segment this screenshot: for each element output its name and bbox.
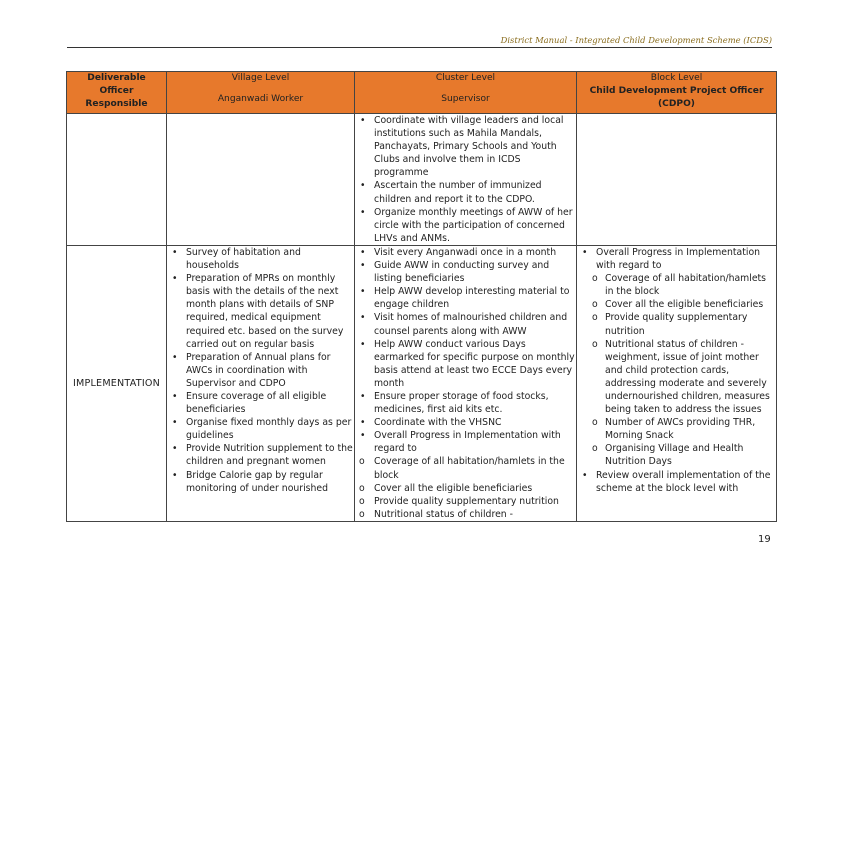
row2-deliverable-cell (67, 245, 167, 521)
row2-cluster-cell (355, 245, 577, 521)
sub-list-item: o Number of AWCs providing THR, Morning Snack (577, 416, 776, 442)
header-block-abbrev: (CDPO) (658, 99, 695, 110)
list-item: • Guide AWW in conducting survey and listing beneficiaries (355, 259, 576, 285)
sub-list-item: o Nutritional status of children - (355, 508, 576, 521)
list-item: • Organize monthly meetings of AWW of her circle with the participation of concerned LHVs and ANMs. (355, 206, 576, 245)
header-block-level (577, 72, 777, 114)
list-item: • Overall Progress in Implementation with regard to (577, 246, 776, 272)
implementation-label: IMPLEMENTATION (73, 377, 160, 389)
header-deliverable-line2: Officer (99, 86, 134, 97)
row1-cluster-list (355, 114, 576, 245)
header-village-level (167, 72, 355, 87)
row1-cluster-cell (355, 114, 577, 246)
sub-list-item: o Organising Village and Health Nutrition Days (577, 442, 776, 468)
header-rule (67, 47, 772, 48)
list-item: • Survey of habitation and households (167, 246, 354, 272)
sub-list-item: o Coverage of all habitation/hamlets in the block (577, 272, 776, 298)
list-item: • Provide Nutrition supplement to the children and pregnant women (167, 442, 354, 468)
header-cluster-level (355, 72, 577, 87)
sub-list-item: o Cover all the eligible beneficiaries (355, 482, 576, 495)
list-item: • Coordinate with the VHSNC (355, 416, 576, 429)
row1-village-cell (167, 114, 355, 246)
header-block-title: Block Level (650, 73, 703, 83)
sub-list-item: o Cover all the eligible beneficiaries (577, 298, 776, 311)
list-item: • Coordinate with village leaders and local institutions such as Mahila Mandals, Panchayats, Primary Schools and Youth Clubs and involve them in ICDS programme (355, 114, 576, 179)
header-deliverable-line3: Responsible (85, 99, 148, 110)
header-block-officer: Child Development Project Officer (589, 86, 764, 97)
list-item: • Bridge Calorie gap by regular monitoring of under nourished (167, 469, 354, 495)
list-item: • Ensure proper storage of food stocks, medicines, first aid kits etc. (355, 390, 576, 416)
row2-cluster-list (355, 246, 576, 521)
header-deliverable-line1: Deliverable (87, 73, 146, 83)
row2-block-cell (577, 245, 777, 521)
header-village-officer (167, 87, 355, 114)
list-item: • Help AWW develop interesting material to engage children (355, 285, 576, 311)
list-item: • Preparation of MPRs on monthly basis with the details of the next month plans with details of SNP required, medical equipment required etc. based on the survey carried out on regular basis (167, 272, 354, 351)
row2-block-list (577, 246, 776, 495)
list-item: • Ascertain the number of immunized children and report it to the CDPO. (355, 179, 576, 205)
header-village-title: Village Level (231, 73, 290, 83)
header-deliverable (67, 72, 167, 114)
row2-village-list (167, 246, 354, 495)
row2-village-cell (167, 245, 355, 521)
list-item: • Visit homes of malnourished children and counsel parents along with AWW (355, 311, 576, 337)
running-header: District Manual - Integrated Child Development Scheme (ICDS) (500, 35, 772, 45)
header-cluster-title: Cluster Level (435, 73, 496, 83)
header-cluster-officer (355, 87, 577, 114)
sub-list-item: o Nutritional status of children - weighment, issue of joint mother and child protection cards, addressing moderate and severely undernourished children, measures being taken to address the issues (577, 338, 776, 417)
list-item: • Overall Progress in Implementation with regard to (355, 429, 576, 455)
list-item: • Review overall implementation of the scheme at the block level with (577, 469, 776, 495)
list-item: • Preparation of Annual plans for AWCs in coordination with Supervisor and CDPO (167, 351, 354, 390)
sub-list-item: o Provide quality supplementary nutrition (577, 311, 776, 337)
row1-block-cell (577, 114, 777, 246)
list-item: • Ensure coverage of all eligible beneficiaries (167, 390, 354, 416)
sub-list-item: o Coverage of all habitation/hamlets in the block (355, 455, 576, 481)
list-item: • Help AWW conduct various Days earmarked for specific purpose on monthly basis attend at least two ECCE Days every month (355, 338, 576, 390)
list-item: • Visit every Anganwadi once in a month (355, 246, 576, 259)
list-item: • Organise fixed monthly days as per guidelines (167, 416, 354, 442)
row1-deliverable-cell (67, 114, 167, 246)
page-number: 19 (758, 534, 771, 545)
header-cluster-officer-text: Supervisor (441, 94, 490, 105)
header-village-officer-text: Anganwadi Worker (217, 94, 304, 105)
responsibility-table (66, 71, 777, 522)
sub-list-item: o Provide quality supplementary nutrition (355, 495, 576, 508)
